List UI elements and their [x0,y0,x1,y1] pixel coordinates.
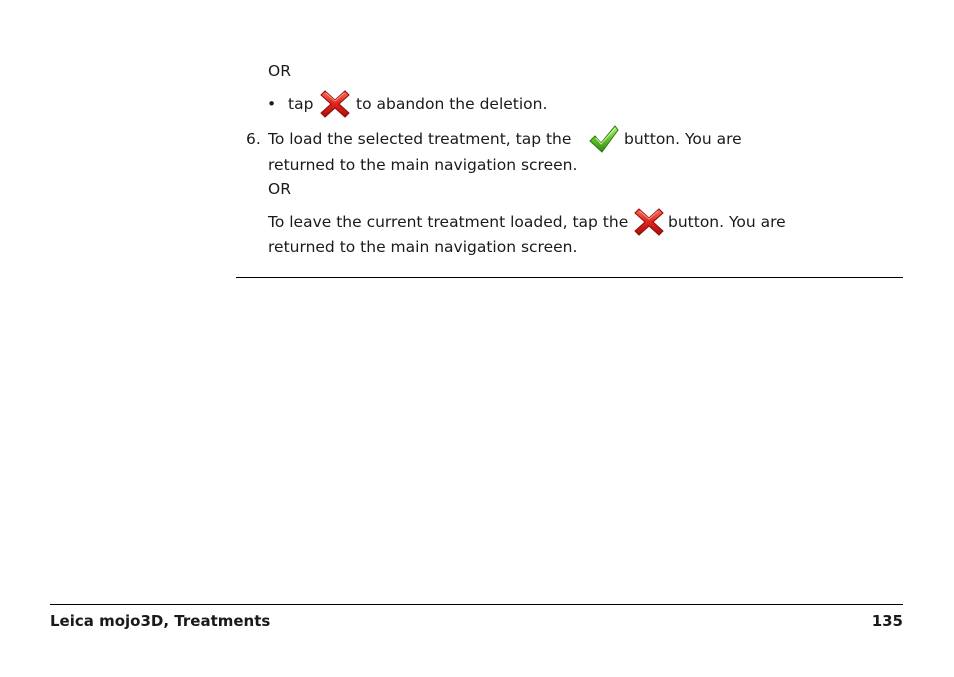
leave-line1-after: button. You are [668,213,786,231]
step-6-line1-after: button. You are [624,130,742,148]
bullet-tap-text: tap [288,95,314,113]
step-number: 6. [246,130,261,148]
page-number: 135 [871,612,903,630]
bullet-symbol: • [267,95,277,113]
or-separator-1: OR [268,62,291,80]
green-check-icon [588,123,620,155]
step-6-line2: returned to the main navigation screen. [268,156,578,174]
or-separator-2: OR [268,180,291,198]
section-divider [236,277,903,278]
step-6-line1-before: To load the selected treatment, tap the [268,130,572,148]
leave-line2: returned to the main navigation screen. [268,238,578,256]
bullet-rest-text: to abandon the deletion. [356,95,548,113]
footer-title: Leica mojo3D, Treatments [50,612,271,630]
red-x-icon [633,206,665,238]
leave-line1-before: To leave the current treatment loaded, tap the [268,213,629,231]
footer-divider [50,604,903,605]
red-x-icon [319,88,351,120]
